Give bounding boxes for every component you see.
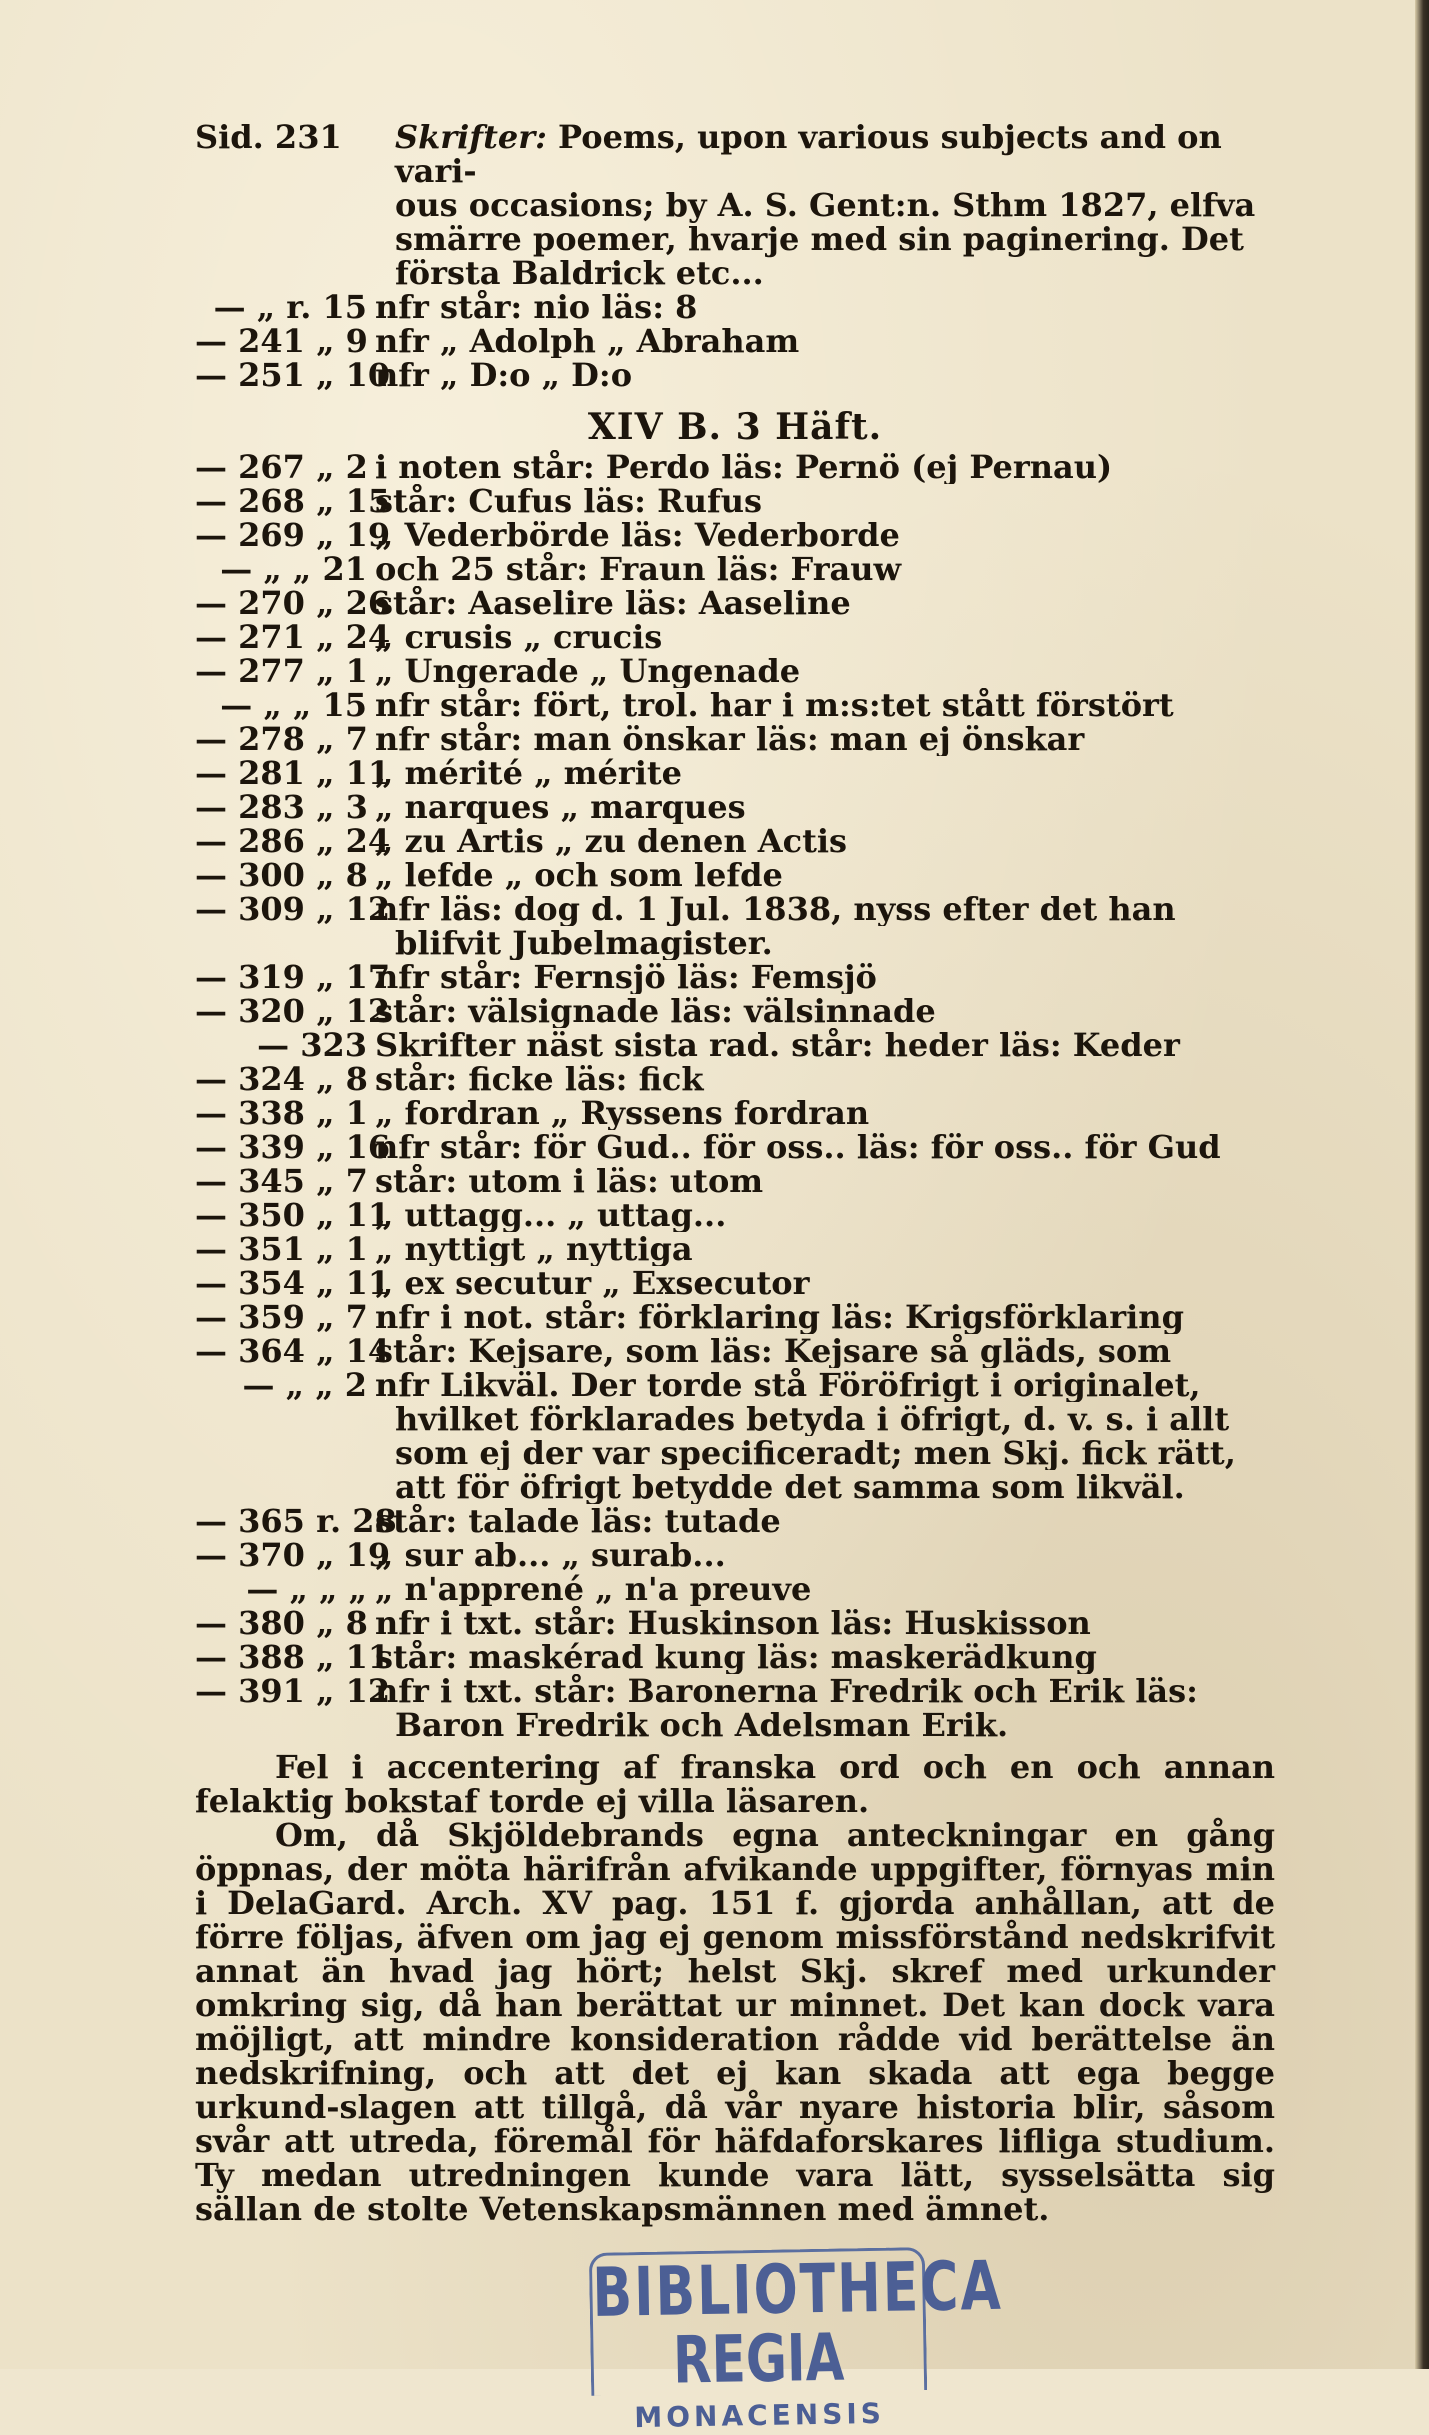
errata-ref: — „ r. 15	[213, 288, 367, 326]
errata-row	[195, 1538, 1275, 1572]
errata-text: nfr Likväl. Der torde stå Föröfrigt i originalet,	[375, 1368, 1201, 1402]
errata-row	[195, 290, 1275, 324]
errata-text: som ej der var specificeradt; men Skj. fick rätt,	[395, 1436, 1236, 1470]
errata-text: „ sur ab... „ surab...	[375, 1538, 726, 1572]
errata-row	[195, 960, 1275, 994]
errata-text: nfr står: Fernsjö läs: Femsjö	[375, 960, 877, 994]
errata-text: „ Vederbörde läs: Vederborde	[375, 518, 900, 552]
errata-row	[195, 1164, 1275, 1198]
errata-text: nfr står: nio läs: 8	[375, 290, 698, 324]
errata-ref: — 271 „ 24	[195, 618, 391, 656]
note-paragraph: Om, då Skjöldebrands egna anteckningar en gång öppnas, der möta härifrån afvikande uppgifter, förnyas min i DelaGard. Arch. XV pag. 151 f. gjorda anhållan, att de förre följas, äfven om jag ej genom missförstånd nedskrifvit annat än hvad jag hört; helst Skj. skref med urkunder omkring sig, då han berättat ur minnet. Det kan dock vara möjligt, att mindre konsideration rådde vid berättelse än nedskrifning, och att det ej kan skada att ega begge urkund-slagen att tillgå, då vår nyare historia blir, såsom svår att utreda, föremål för häfdaforskares lifliga studium. Ty medan utredningen kunde vara lätt, sysselsätta sig sällan de stolte Vetenskapsmännen med ämnet.	[195, 1816, 1275, 2228]
errata-row	[195, 1572, 1275, 1606]
errata-ref: — 365 r. 28	[195, 1502, 397, 1540]
errata-row	[195, 790, 1275, 824]
errata-row	[195, 1368, 1275, 1402]
errata-text: nfr står: fört, trol. har i m:s:tet stått förstört	[375, 688, 1174, 722]
errata-ref: — 359 „ 7	[195, 1298, 368, 1336]
errata-text: i noten står: Perdo läs: Pernö (ej Pernau)	[375, 450, 1113, 484]
errata-ref: — 370 „ 19	[195, 1536, 391, 1574]
errata-ref: — 338 „ 1	[195, 1094, 368, 1132]
errata-text: står: maskérad kung läs: maskerädkung	[375, 1640, 1097, 1674]
first-entry	[195, 120, 1275, 290]
errata-row	[195, 1198, 1275, 1232]
errata-row	[195, 620, 1275, 654]
errata-ref: — 320 „ 12	[195, 992, 391, 1030]
first-entry-line: smärre poemer, hvarje med sin paginering. Det	[395, 220, 1244, 258]
errata-text: står: talade läs: tutade	[375, 1504, 781, 1538]
errata-row	[195, 1300, 1275, 1334]
errata-text: „ ex secutur „ Exsecutor	[375, 1266, 810, 1300]
errata-row	[195, 1606, 1275, 1640]
errata-ref: — 281 „ 11	[195, 754, 391, 792]
errata-text: Skrifter näst sista rad. står: heder läs: Keder	[375, 1028, 1180, 1062]
first-entry-ref: Sid. 231	[195, 118, 342, 156]
errata-row	[195, 994, 1275, 1028]
note-paragraph: Fel i accentering af franska ord och en och annan felaktig bokstaf torde ej villa läsaren.	[195, 1748, 1275, 1820]
errata-ref: — 269 „ 19	[195, 516, 391, 554]
errata-text: står: Cufus läs: Rufus	[375, 484, 763, 518]
errata-ref: — 251 „ 10	[195, 356, 391, 394]
errata-row	[195, 1504, 1275, 1538]
errata-row	[195, 1402, 1275, 1436]
errata-ref: — 351 „ 1	[195, 1230, 368, 1268]
errata-row	[195, 1470, 1275, 1504]
errata-row	[195, 586, 1275, 620]
errata-rows-a	[195, 290, 1275, 392]
errata-text: nfr i txt. står: Baronerna Fredrik och Erik läs:	[375, 1674, 1198, 1708]
errata-text: står: ficke läs: fick	[375, 1062, 704, 1096]
errata-ref: — „ „ 21	[220, 550, 367, 588]
errata-ref: — 300 „ 8	[195, 856, 368, 894]
errata-row	[195, 1232, 1275, 1266]
errata-row	[195, 654, 1275, 688]
errata-text: „ uttagg... „ uttag...	[375, 1198, 727, 1232]
errata-ref: — „ „ 2	[242, 1366, 367, 1404]
first-entry-lead: Skrifter:	[395, 118, 547, 156]
errata-text: „ n'apprené „ n'a preuve	[375, 1572, 812, 1606]
errata-ref: — 278 „ 7	[195, 720, 368, 758]
errata-ref: — 380 „ 8	[195, 1604, 368, 1642]
errata-text: „ narques „ marques	[375, 790, 746, 824]
errata-text: att för öfrigt betydde det samma som likväl.	[395, 1470, 1185, 1504]
errata-row	[195, 858, 1275, 892]
errata-row	[195, 688, 1275, 722]
errata-text: Baron Fredrik och Adelsman Erik.	[395, 1708, 1009, 1742]
errata-ref: — 283 „ 3	[195, 788, 368, 826]
errata-ref: — 324 „ 8	[195, 1060, 368, 1098]
errata-ref: — 323	[257, 1026, 367, 1064]
errata-row	[195, 1062, 1275, 1096]
errata-text: står: utom i läs: utom	[375, 1164, 764, 1198]
errata-row	[195, 324, 1275, 358]
section-heading: XIV B. 3 Häft.	[587, 406, 883, 448]
stamp-line: REGIA	[672, 2319, 845, 2399]
errata-text: nfr „ D:o „ D:o	[375, 358, 633, 392]
errata-text: „ crusis „ crucis	[375, 620, 663, 654]
errata-row	[195, 1096, 1275, 1130]
errata-ref: — 277 „ 1	[195, 652, 368, 690]
errata-text: och 25 står: Fraun läs: Frauw	[375, 552, 902, 586]
errata-list	[195, 120, 1275, 2226]
errata-ref: — 345 „ 7	[195, 1162, 368, 1200]
errata-ref: — 391 „ 12	[195, 1672, 391, 1710]
errata-text: nfr står: för Gud.. för oss.. läs: för oss.. för Gud	[375, 1130, 1221, 1164]
errata-text: „ fordran „ Ryssens fordran	[375, 1096, 870, 1130]
errata-row	[195, 824, 1275, 858]
first-entry-line: första Baldrick etc...	[395, 254, 764, 292]
errata-ref: — 350 „ 11	[195, 1196, 391, 1234]
errata-text: nfr i not. står: förklaring läs: Krigsförklaring	[375, 1300, 1184, 1334]
errata-row	[195, 1130, 1275, 1164]
errata-row	[195, 1028, 1275, 1062]
page-edge	[1415, 0, 1429, 2369]
errata-rows-b	[195, 450, 1275, 1742]
errata-row	[195, 1334, 1275, 1368]
errata-ref: — 388 „ 11	[195, 1638, 391, 1676]
errata-row	[195, 722, 1275, 756]
errata-text: „ mérité „ mérite	[375, 756, 682, 790]
errata-ref: — 339 „ 16	[195, 1128, 391, 1166]
errata-text: står: Aaselire läs: Aaseline	[375, 586, 851, 620]
errata-text: blifvit Jubelmagister.	[395, 926, 773, 960]
errata-text: „ Ungerade „ Ungenade	[375, 654, 801, 688]
errata-ref: — 286 „ 24	[195, 822, 391, 860]
errata-ref: — „ „ 15	[220, 686, 367, 724]
errata-text: nfr läs: dog d. 1 Jul. 1838, nyss efter det han	[375, 892, 1176, 926]
stamp-line: MONACENSIS	[634, 2396, 886, 2435]
errata-text: står: Kejsare, som läs: Kejsare så gläds, som	[375, 1334, 1172, 1368]
errata-row	[195, 484, 1275, 518]
first-entry-line: Poems, upon various subjects and on vari-	[395, 118, 1222, 190]
errata-ref: — 354 „ 11	[195, 1264, 391, 1302]
errata-text: hvilket förklarades betyda i öfrigt, d. v. s. i allt	[395, 1402, 1230, 1436]
errata-ref: — 309 „ 12	[195, 890, 391, 928]
errata-row	[195, 1266, 1275, 1300]
errata-text: nfr i txt. står: Huskinson läs: Huskisson	[375, 1606, 1091, 1640]
first-entry-line: ous occasions; by A. S. Gent:n. Sthm 1827, elfva	[395, 186, 1256, 224]
errata-ref: — 267 „ 2	[195, 448, 368, 486]
errata-row	[195, 1640, 1275, 1674]
errata-text: nfr „ Adolph „ Abraham	[375, 324, 800, 358]
errata-row	[195, 358, 1275, 392]
errata-row	[195, 1674, 1275, 1708]
errata-ref: — 319 „ 17	[195, 958, 391, 996]
errata-row	[195, 518, 1275, 552]
errata-text: „ zu Artis „ zu denen Actis	[375, 824, 848, 858]
errata-text: nfr står: man önskar läs: man ej önskar	[375, 722, 1085, 756]
library-stamp	[589, 2247, 1004, 2435]
errata-row	[195, 450, 1275, 484]
errata-text: „ lefde „ och som lefde	[375, 858, 783, 892]
errata-ref: — „ „ „	[246, 1570, 367, 1608]
errata-ref: — 364 „ 14	[195, 1332, 391, 1370]
errata-row	[195, 892, 1275, 926]
errata-ref: — 241 „ 9	[195, 322, 368, 360]
errata-row	[195, 926, 1275, 960]
errata-ref: — 268 „ 15	[195, 482, 391, 520]
errata-row	[195, 756, 1275, 790]
errata-row	[195, 1708, 1275, 1742]
errata-row	[195, 552, 1275, 586]
stamp-line: BIBLIOTHECA	[591, 2247, 1004, 2333]
errata-text: „ nyttigt „ nyttiga	[375, 1232, 693, 1266]
errata-ref: — 270 „ 26	[195, 584, 391, 622]
errata-text: står: välsignade läs: välsinnade	[375, 994, 936, 1028]
errata-row	[195, 1436, 1275, 1470]
